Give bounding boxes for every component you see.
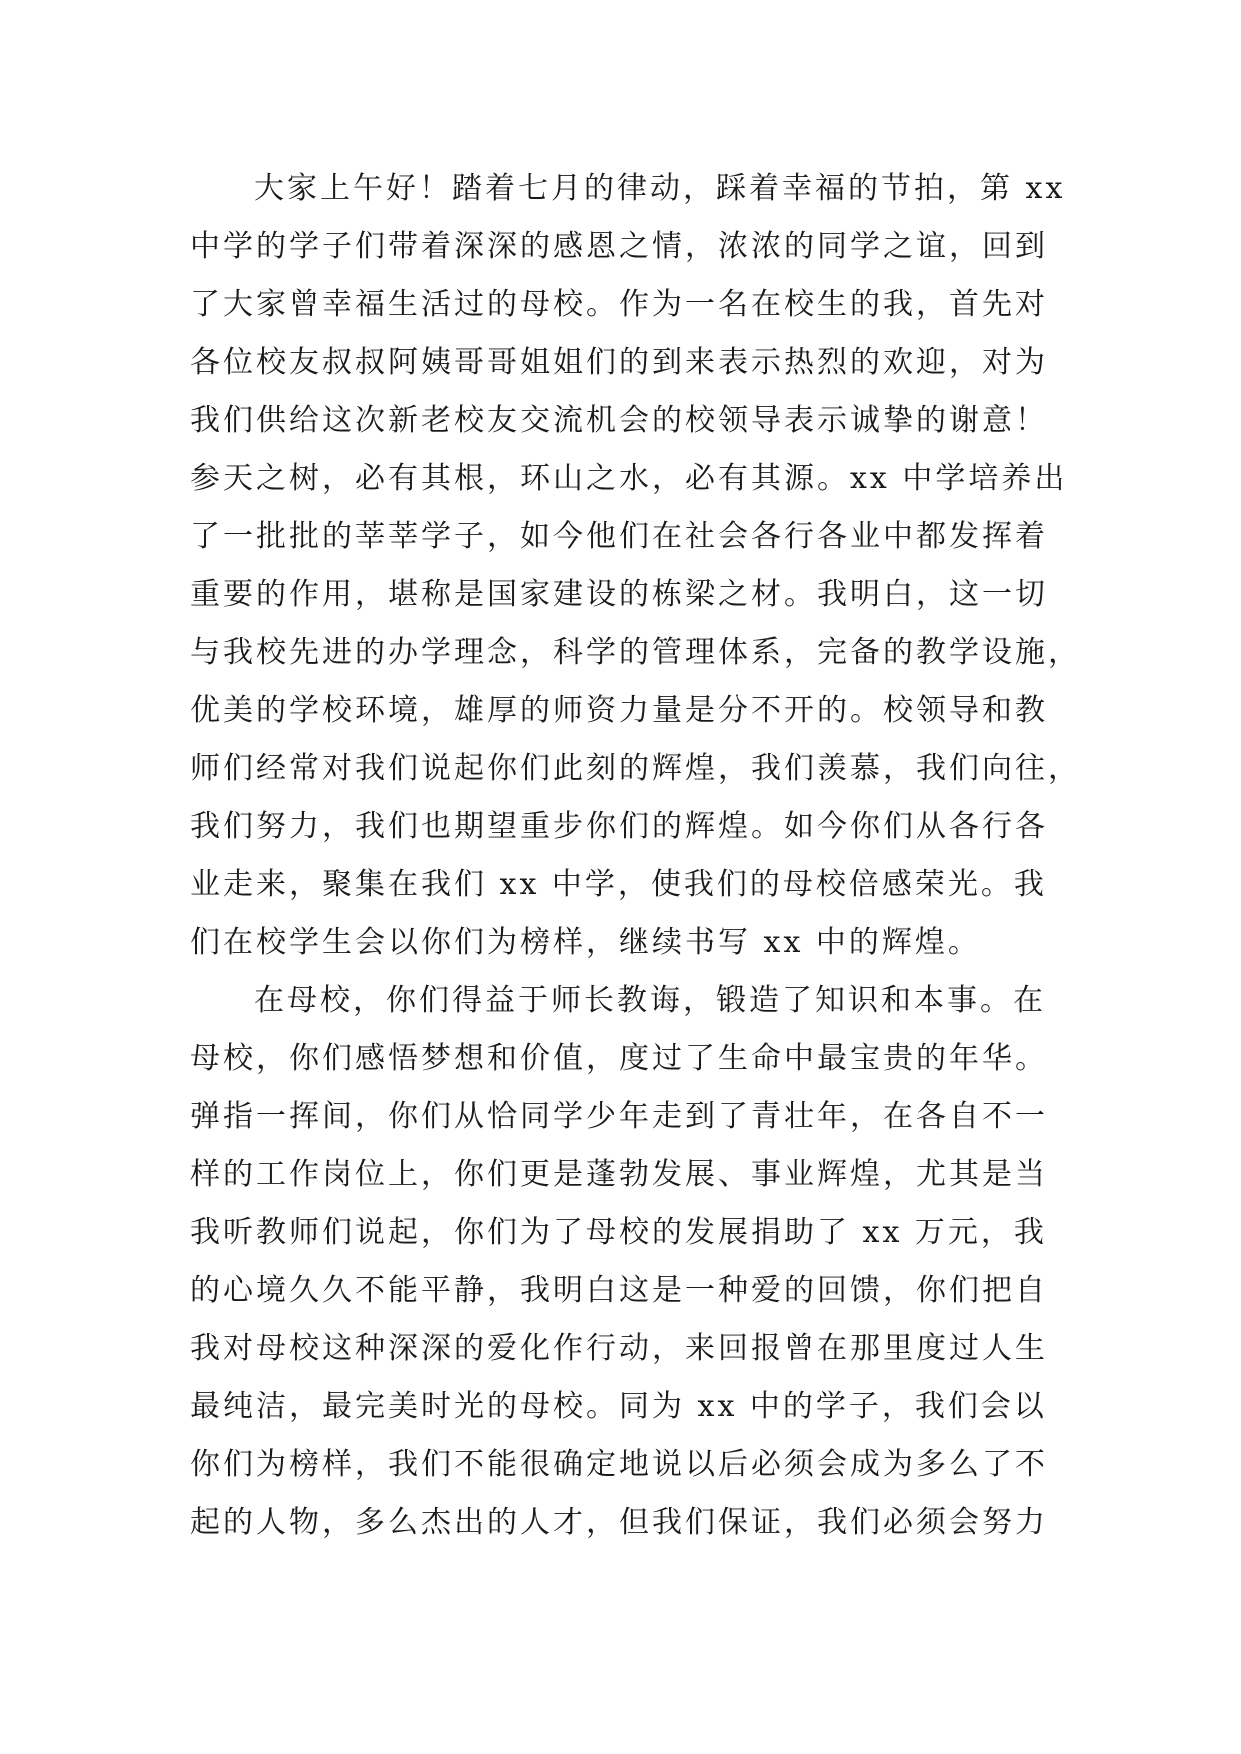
text-line: 你们为榜样，我们不能很确定地说以后必须会成为多么了不 (190, 1447, 1048, 1482)
paragraph (190, 160, 1081, 972)
text-line: 大家上午好！踏着七月的律动，踩着幸福的节拍，第 xx (254, 171, 1066, 206)
text-line: 们在校学生会以你们为榜样，继续书写 xx 中的辉煌。 (190, 925, 981, 960)
text-line: 优美的学校环境，雄厚的师资力量是分不开的。校领导和教 (190, 693, 1048, 728)
text-line: 弹指一挥间，你们从恰同学少年走到了青壮年，在各自不一 (190, 1099, 1048, 1134)
text-line: 业走来，聚集在我们 xx 中学，使我们的母校倍感荣光。我 (190, 867, 1047, 902)
text-line: 师们经常对我们说起你们此刻的辉煌，我们羡慕，我们向往， (190, 751, 1081, 786)
text-line: 在母校，你们得益于师长教诲，锻造了知识和本事。在 (254, 983, 1046, 1018)
text-line: 我们努力，我们也期望重步你们的辉煌。如今你们从各行各 (190, 809, 1048, 844)
paragraph (190, 972, 1070, 1552)
text-line: 各位校友叔叔阿姨哥哥姐姐们的到来表示热烈的欢迎，对为 (190, 345, 1048, 380)
text-line: 我对母校这种深深的爱化作行动，来回报曾在那里度过人生 (190, 1331, 1048, 1366)
text-line: 与我校先进的办学理念，科学的管理体系，完备的教学设施， (190, 635, 1081, 670)
text-line: 的心境久久不能平静，我明白这是一种爱的回馈，你们把自 (190, 1273, 1048, 1308)
text-line: 重要的作用，堪称是国家建设的栋梁之材。我明白，这一切 (190, 577, 1048, 612)
text-line: 起的人物，多么杰出的人才，但我们保证，我们必须会努力 (190, 1505, 1048, 1540)
text-line: 参天之树，必有其根，环山之水，必有其源。xx 中学培养出 (190, 461, 1068, 496)
text-line: 最纯洁，最完美时光的母校。同为 xx 中的学子，我们会以 (190, 1389, 1047, 1424)
text-line: 样的工作岗位上，你们更是蓬勃发展、事业辉煌，尤其是当 (190, 1157, 1048, 1192)
text-line: 我听教师们说起，你们为了母校的发展捐助了 xx 万元，我 (190, 1215, 1047, 1250)
text-line: 中学的学子们带着深深的感恩之情，浓浓的同学之谊，回到 (190, 229, 1048, 264)
text-line: 母校，你们感悟梦想和价值，度过了生命中最宝贵的年华。 (190, 1041, 1048, 1076)
body-text (190, 160, 1081, 1552)
text-line: 我们供给这次新老校友交流机会的校领导表示诚挚的谢意！ (190, 403, 1048, 438)
text-line: 了一批批的莘莘学子，如今他们在社会各行各业中都发挥着 (190, 519, 1048, 554)
text-line: 了大家曾幸福生活过的母校。作为一名在校生的我，首先对 (190, 287, 1048, 322)
